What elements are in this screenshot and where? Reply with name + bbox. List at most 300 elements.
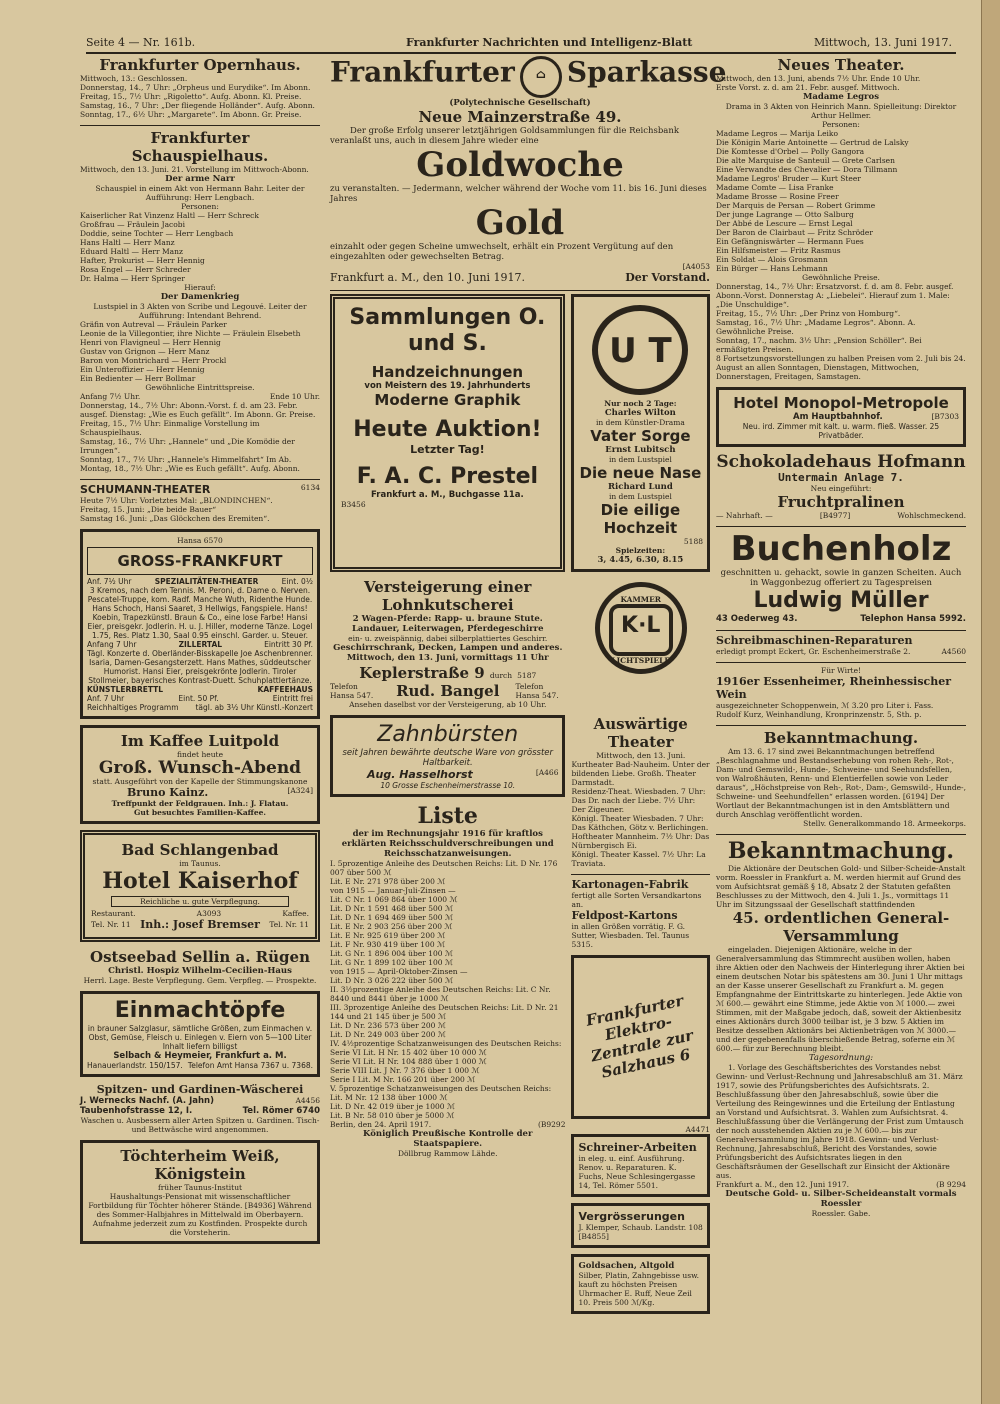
luitpold-footer2: Gut besuchtes Familien-Kaffee. [134, 808, 266, 817]
side-code: A3093 [196, 909, 222, 918]
buchen-address: 43 Oederweg 43. [716, 614, 798, 624]
zahnbuersten-ad [330, 715, 565, 797]
wein-ad [716, 666, 966, 719]
liste-signature: Döllbrug Rammow Lähde. [398, 1149, 498, 1158]
gross-spezialitaeten: SPEZIALITÄTEN-THEATER [154, 577, 259, 586]
bek1-signature: Stellv. Generalkommando 18. Armeekorps. [803, 819, 966, 828]
neues-sub: Erste Vorst. z. d. am 21. Febr. ausgef. Mittwoch. [716, 83, 900, 92]
schreiner-ad [571, 1134, 710, 1197]
einmach-text: in brauner Salzglasur, sämtliche Größen, zum Einmachen v. Obst, Gemüse, Fleisch u. Einlegen v. Eiern von 5—100 Liter Inhalt liefern billigst [87, 1024, 313, 1051]
list-item: Lit. B Nr. 58 010 über je 5000 ℳ [330, 1111, 455, 1120]
spitzen-address: Taubenhofstrasse 12, I. [80, 1106, 193, 1116]
wein-firm: Rudolf Kurz, Weinhandlung, Kronprinzenstr. 5, Sth. p. [716, 710, 922, 719]
liste-title: Liste [417, 803, 478, 829]
toechter-subtitle: früher Taunus-Institut [157, 1183, 243, 1192]
list-item: Ein Gefängniswärter — Hermann Fues [716, 237, 864, 246]
end-time: Ende 10 Uhr. [269, 392, 320, 401]
list-item: Der Marquis de Persan — Robert Grimme [716, 201, 876, 210]
opera-title: Frankfurter Opernhaus. [99, 56, 301, 74]
meister-line: von Meistern des 19. Jahrhunderts [364, 381, 531, 391]
bek2-signature: Roessler. Gabe. [811, 1209, 871, 1218]
schauspiel-title: Frankfurter Schauspielhaus. [131, 129, 269, 165]
spitzen-text: Waschen u. Ausbessern aller Arten Spitzen u. Gardinen. Tisch- und Bettwäsche wird angenommen. [80, 1116, 320, 1134]
einmach-title: Einmachtöpfe [114, 998, 286, 1023]
sellin-text: Herrl. Lage. Beste Verpflegung. Gem. Verpfleg. — Prospekte. [83, 976, 317, 985]
bek1-text: Am 13. 6. 17 sind zwei Bekanntmachungen betreffend „Beschlagnahme und Bestandserhebung von rohen Reh-, Rot-, Dam- und Gemswild-, Hunde-, Schweine- und Seehundsfellen, von Walroßhäuten, Renn- und Elentierfellen sowie von Leder daraus“, „Höchstpreise von Reh-, Rot-, Dam-, Gemswild-, Hunde-, Schweine- und Seehundfellen“ erlassen worden. [6194] Der Wortlaut der Bekanntmachungen ist in den Amtsblättern und durch Anschlag veröffentlicht worden. [716, 747, 966, 819]
schumann-line: Samstag 16. Juni: „Das Glöckchen des Eremiten“. [80, 514, 270, 523]
opera-listing [80, 56, 320, 119]
toechter-footer: Aufnahme jederzeit zum zu Kostfinden. Prospekte durch die Vorsteherin. [92, 1219, 308, 1237]
cast-line: Kaiserlicher Rat Vinzenz Haltl — Herr Schreck [80, 211, 259, 220]
sammlungen-title: Sammlungen O. und S. [349, 305, 546, 356]
zahn-address: 10 Grosse Eschenheimerstrasse 10. [380, 781, 516, 790]
verst-title: Versteigerung einer Lohnkutscherei [364, 578, 532, 614]
hierauf-label: Hierauf: [184, 283, 216, 292]
tel-left: Tel. Nr. 11 [91, 920, 131, 929]
schumann-number: 6134 [300, 483, 320, 492]
start-time: Anfang 7½ Uhr. [80, 392, 141, 401]
zillertal-program: Tägl. Konzerte d. Oberländer-Bisskapelle Joe Aschenbrenner. Isaria, Damen-Gesangsterzett. Hans Mathes, süddeutscher Humorist. Hansi Eier, preisgekrönte Jodlerin. Tiroler Stollmeier, bayerisches Kontrast-Duett. Schuhplattlertänze. [87, 649, 313, 685]
list-item: Lit. D Nr. 236 573 über 200 ℳ [330, 1021, 446, 1030]
einmach-phone: Telefon Amt Hansa 7367 u. 7368. [187, 1061, 313, 1070]
gold-title: Gold [475, 203, 565, 243]
zillertal-start: Anfang 7 Uhr [87, 640, 137, 649]
liste-subtitle: der im Rechnungsjahr 1916 für kraftlos erklärten Reichsschuldverschreibungen und Reichsschatzanweisungen. [341, 829, 554, 859]
cast-line: Gustav von Grignon — Herr Manz [80, 347, 210, 356]
neues-play: Madame Legros [803, 92, 879, 102]
ut-lustspiel: in dem Lustspiel [608, 455, 672, 464]
feldpost-title: Feldpost-Kartons [571, 909, 678, 922]
opera-line: Freitag, 15., 7½ Uhr: „Rigoletto“. Aufg. Abonn. Kl. Preise. [80, 92, 302, 101]
zahn-title: Zahnbürsten [377, 722, 519, 747]
schreib-number: A4560 [941, 647, 966, 656]
opera-line: Donnerstag, 14., 7 Uhr: „Orpheus und Eurydike“. Im Abonn. [80, 83, 311, 92]
karton-title: Kartonagen-Fabrik [571, 878, 689, 891]
list-item: von 1915 — April-Oktober-Zinsen — [330, 967, 468, 976]
time-row [80, 392, 320, 401]
center-ad-row3 [330, 715, 710, 1320]
schreiner-text: in eleg. u. einf. Ausführung. Renov. u. Reparaturen. K. Fuchs, Neue Schlesingergasse 14, Tel. Römer 5501. [578, 1154, 696, 1190]
verg-title: Vergrösserungen [578, 1210, 685, 1223]
goldsachen-ad [571, 1254, 710, 1314]
schokoladehaus-ad [716, 453, 966, 520]
toechterheim-ad [80, 1140, 320, 1244]
list-item: Lit. E Nr. 2 903 256 über 200 ℳ [330, 922, 453, 931]
elektro-text: Frankfurter Elektro-Zentrale zur Salzhaus 6 [584, 991, 696, 1082]
bek1-title: Bekanntmachung. [763, 729, 919, 747]
header-page-number: Seite 4 — Nr. 161b. [86, 36, 196, 49]
ut-neue-nase: Die neue Nase [579, 464, 702, 482]
liste-number: (B9292 [537, 1120, 566, 1129]
play2-description: Lustspiel in 3 Akten von Scribe und Legouvé. Leiter der Aufführung: Intendant Behrend. [93, 302, 307, 320]
handzeichnungen: Handzeichnungen [371, 363, 524, 381]
buchen-firm: Ludwig Müller [753, 588, 929, 613]
sellin-ad [80, 948, 320, 985]
gv-title: 45. ordentlichen General-Versammlung [732, 909, 950, 945]
neues-date: Mittwoch, den 13. Juni, abends 7½ Uhr. Ende 10 Uhr. [716, 74, 921, 83]
einmach-address: Hanauerlandstr. 150/157. [87, 1061, 183, 1070]
schumann-line: Freitag, 15. Juni: „Die beide Bauer“ [80, 505, 217, 514]
luitpold-number: [A324] [287, 786, 313, 795]
buchen-text: geschnitten u. gehackt, sowie in ganzen Scheiten. Auch in Waggonbezug offeriert zu Tagespreisen [720, 568, 962, 588]
restaurant-label: Restaurant. [91, 909, 136, 918]
cast-line: Ein Bedienter — Herr Bollmar [80, 374, 196, 383]
luitpold-title: Im Kaffee Luitpold [120, 732, 280, 750]
ausw-line: Kurtheater Bad-Nauheim. Unter der bildenden Liebe. Großh. Theater Darmstadt. [571, 760, 710, 787]
buchenholz-ad [716, 530, 966, 624]
tagesordnung-text: 1. Vorlage des Geschäftsberichtes des Vorstandes nebst Gewinn- und Verlust-Rechnung und Jahresabschluß am 31. März 1917, sowie des Prüfungsberichtes des Aufsichtsrats. 2. Beschlußfassung über den Jahresabschluß, sowie über die Verteilung des Reingewinnes und die Erteilung der Entlastung an Vorstand und Aufsichtsrat. 3. Wahlen zum Aufsichtsrat. 4. Beschlußfassung über die Verlängerung der Frist zum Umtausch der noch ausstehenden Aktien zu je ℳ 600.— bis zur Generalversammlung im Jahre 1918. Gewinn- und Verlust-Rechnung, Jahresabschluß, Bericht des Vorstandes, sowie Prüfungsbericht des Aufsichtsrates liegen in den Geschäftsräumen der Gesellschaft zur Einsicht der Aktionäre aus. [716, 1063, 964, 1180]
neues-personen: Personen: [822, 120, 860, 129]
list-item: Die Königin Marie Antoinette — Gertrud de Lalsky [716, 138, 909, 147]
ausw-line: Königl. Theater Wiesbaden. 7 Uhr: Das Käthchen, Götz v. Berlichingen. [571, 814, 709, 832]
list-item: Der junge Lagrange — Otto Salburg [716, 210, 854, 219]
liste-footer: Königlich Preußische Kontrolle der Staatspapiere. [363, 1129, 533, 1149]
zillertal-entry: Eintritt 30 Pf. [264, 640, 313, 649]
cast-line: Großfrau — Fräulein Jacobi [80, 220, 185, 229]
sparkasse-subtitle: (Polytechnische Gesellschaft) [449, 98, 591, 108]
prestel-address: Frankfurt a. M., Buchgasse 11a. [371, 490, 524, 500]
hotel-monopol-ad [716, 387, 966, 447]
kl-bottom: LICHTSPIELE [611, 656, 671, 665]
wein-text: ausgezeichneter Schoppenwein, ℳ 3.20 pro Liter i. Fass. [716, 701, 934, 710]
schumann-theater-ad [80, 483, 320, 523]
schoko-fruchtpralinen: Fruchtpralinen [777, 493, 905, 511]
center-ad-row2 [330, 578, 710, 715]
schoko-title: Schokoladehaus Hofmann [716, 452, 966, 472]
schumann-title: SCHUMANN-THEATER [80, 483, 211, 496]
ut-times: 3, 4.45, 6.30, 8.15 [597, 555, 684, 565]
list-item: Lit. G Nr. 1 896 004 über 100 ℳ [330, 949, 453, 958]
verst-tel-left: Telefon Hansa 547. [330, 682, 374, 700]
list-item: Serie VIII Lit. J Nr. 7 376 über 1 000 ℳ [330, 1066, 480, 1075]
schauspiel-listing [80, 129, 320, 473]
kaiserhof-owner: Inh.: Josef Bremser [140, 918, 260, 931]
list-item: I. 5prozentige Anleihe des Deutschen Reichs: Lit. D Nr. 176 007 über 500 ℳ [330, 859, 558, 877]
einmachtoepfe-ad [80, 991, 320, 1077]
luitpold-findet: findet heute [176, 750, 224, 759]
list-item: Der Abbé de Lescure — Ernst Legal [716, 219, 853, 228]
sellin-subtitle: Christl. Hospiz Wilhelm-Cecilien-Haus [108, 966, 292, 976]
vergroesserungen-ad [571, 1203, 710, 1248]
bek2-firm: Deutsche Gold- u. Silber-Scheideanstalt vormals Roessler [725, 1189, 957, 1209]
kl-top: KAMMER [620, 595, 662, 604]
cast-line: Ein Unteroffizier — Herr Hennig [80, 365, 205, 374]
verst-line: Mittwoch, den 13. Juni, vormittags 11 Uhr [346, 653, 549, 663]
ut-hochzeit: Die eilige Hochzeit [600, 501, 681, 537]
zahn-firm: Aug. Hasselhorst [367, 768, 473, 781]
list-item: Lit. C Nr. 1 069 864 über 1000 ℳ [330, 895, 458, 904]
toechter-text: Haushaltungs-Pensionat mit wissenschaftlicher Fortbildung für Töchter höherer Stände. [B4936] Während des Sommer-Halbjahres in Mittelwald im Oberbayern. [88, 1192, 312, 1219]
neues-note: 8 Fortsetzungsvorstellungen zu halben Preisen vom 2. Juli bis 24. August an allen Sonntagen, Dienstagen, Mittwochen, Donnerstagen, Freitagen, Samstagen. [716, 354, 966, 381]
schauspiel-line: Donnerstag, 14., 7½ Uhr: Abonn.-Vorst. f. d. am 23. Febr. ausgef. Dienstag: „Wie es Euch gefällt“. Im Abonn. Gr. Preise. [80, 401, 316, 419]
price-note: Gewöhnliche Eintrittspreise. [145, 383, 255, 392]
opera-line: Samstag, 16., 7 Uhr: „Der fliegende Holländer“. Aufg. Abonn. [80, 101, 315, 110]
list-item: von 1915 — Januar-Juli-Zinsen — [330, 886, 456, 895]
kuenstlerbrettl-title: KÜNSTLERBRETTL [87, 685, 164, 694]
verst-line: 2 Wagen-Pferde: Rapp- u. braune Stute. [352, 614, 543, 624]
ut-noch: Nur noch 2 Tage: [604, 399, 677, 408]
list-item: Madame Legros' Bruder — Kurt Steer [716, 174, 861, 183]
ausw-date: Mittwoch, den 13. Juni. [596, 751, 686, 760]
header-masthead: Frankfurter Nachrichten und Intelligenz-Blatt [406, 36, 693, 49]
gross-start: Anf. 7½ Uhr [87, 577, 132, 586]
hotel-kaiserhof-ad [80, 830, 320, 942]
kaffeehaus-title: KAFFEEHAUS [257, 685, 313, 694]
heute-auktion: Heute Auktion! [353, 417, 542, 442]
play-title: Der arme Narr [165, 174, 235, 184]
schauspiel-line: Samstag, 16., 7½ Uhr: „Hannele“ und „Die Komödie der Irrungen“. [80, 437, 295, 455]
list-item: Lit. G Nr. 1 899 102 über 100 ℳ [330, 958, 453, 967]
opera-line: Mittwoch, 13.: Geschlossen. [80, 74, 188, 83]
schoko-neu: Neu eingeführt: [810, 484, 872, 493]
list-item: Lit. F Nr. 930 419 über 100 ℳ [330, 940, 445, 949]
cast-line: Hafter, Prokurist — Herr Hennig [80, 256, 205, 265]
neues-line: Sonntag, 17., nachm. 3½ Uhr: „Pension Schöller“. Bei ermäßigten Preisen. [716, 336, 922, 354]
luitpold-headline: Groß. Wunsch-Abend [98, 758, 302, 778]
liste-date: Berlin, den 24. April 1917. [330, 1120, 432, 1129]
list-item: Lit. D Nr. 3 026 222 über 500 ℳ [330, 976, 453, 985]
play2-title: Der Damenkrieg [160, 292, 240, 302]
verst-footer: Ansehen daselbst vor der Versteigerung, ab 10 Uhr. [349, 700, 547, 709]
ut-lustspiel2: in dem Lustspiel [608, 492, 672, 501]
schreibmaschinen-ad [716, 634, 966, 656]
verg-text: J. Klemper, Schaub. Landstr. 108 [B4855] [578, 1223, 703, 1241]
kl-logo-icon [595, 582, 687, 674]
kaiserhof-box: Reichliche u. gute Verpflegung. [111, 896, 289, 907]
prestel-firm: F. A. C. Prestel [356, 464, 539, 489]
prestel-number: B3456 [341, 500, 366, 509]
schoko-nahrhaft: — Nahrhaft. — [716, 511, 773, 520]
bek2-date: Frankfurt a. M., den 12. Juni 1917. [716, 1180, 849, 1189]
list-item: Ein Hilfsmeister — Fritz Rasmus [716, 246, 841, 255]
schreiner-title: Schreiner-Arbeiten [578, 1141, 697, 1154]
cast-line: Dr. Halma — Herr Springer [80, 274, 185, 283]
sparkasse-emblem-icon: ⌂ [520, 56, 562, 98]
cast-line: Rosa Engel — Herr Schreder [80, 265, 191, 274]
monopol-text: Neu. ird. Zimmer mit kalt. u. warm. fließ. Wasser. 25 Privatbäder. [742, 422, 940, 440]
bekanntmachung-2 [716, 838, 966, 1218]
list-item: Lit. D Nr. 42 019 über je 1000 ℳ [330, 1102, 455, 1111]
list-item: IV. 4½prozentige Schatzanweisungen des Deutschen Reichs: Serie VI Lit. H Nr. 15 402 über 10 000 ℳ [330, 1039, 562, 1057]
luitpold-footer: Treffpunkt der Feldgrauen. Inh.: J. Flatau. [111, 799, 289, 808]
neues-desc: Drama in 3 Akten von Heinrich Mann. Spielleitung: Direktor Arthur Hellmer. [725, 102, 957, 120]
verst-durch: durch [489, 671, 513, 680]
schauspiel-line: Freitag, 15., 7½ Uhr: Einmalige Vorstellung im Schauspielhaus. [80, 419, 260, 437]
bekanntmachung-1 [716, 729, 966, 828]
spitzen-phone: Tel. Römer 6740 [242, 1106, 320, 1116]
center-left-stack [330, 715, 565, 1320]
column-center [330, 55, 727, 1398]
schauspiel-subtitle: Mittwoch, den 13. Juni. 21. Vorstellung im Mittwoch-Abonn. [80, 165, 309, 174]
list-item: Madame Legros — Marija Leiko [716, 129, 838, 138]
neues-theater-listing [716, 56, 966, 381]
versteigerung-ad [330, 578, 565, 709]
luitpold-name: Bruno Kainz. [127, 786, 209, 799]
schlangenbad-title: Bad Schlangenbad [121, 841, 279, 859]
schauspiel-line: Sonntag, 17., 7½ Uhr: „Hannele's Himmelfahrt“ Im Ab. [80, 455, 292, 464]
column-left [80, 56, 320, 1398]
ut-lubitsch: Ernst Lubitsch [605, 445, 676, 455]
list-item: Serie VI Lit. H Nr. 104 888 über 1 000 ℳ [330, 1057, 487, 1066]
goldwoche-title: Goldwoche [416, 145, 624, 185]
liste-lines [330, 859, 565, 1120]
neues-line: Donnerstag, 14., 7½ Uhr: Ersatzvorst. f. d. am 8. Febr. ausgef. Abonn.-Vorst. Donnerstag A: „Liebelei“. Hierauf zum 1. Male: „Die Unschuldige“. [716, 282, 954, 309]
header-date: Mittwoch, 13. Juni 1917. [814, 36, 952, 49]
cast-line: Leonie de la Villegontier, ihre Nichte — Fräulein Elsebeth [80, 329, 301, 338]
spitzen-title: Spitzen- und Gardinen-Wäscherei [96, 1083, 304, 1096]
buchen-title: Buchenholz [730, 529, 952, 569]
elektro-number: A4471 [685, 1125, 710, 1134]
kb-start: Anf. 7 Uhr [87, 694, 125, 703]
tel-right: Tel. Nr. 11 [269, 920, 309, 929]
neues-line: Samstag, 16., 7½ Uhr: „Madame Legros“. Abonn. A. Gewöhnliche Preise. [716, 318, 916, 336]
neues-line: Freitag, 15., 7½ Uhr: „Der Prinz von Homburg“. [716, 309, 901, 318]
verst-line: ein- u. zweispännig, dabei silberplattiertes Geschirr. [348, 634, 548, 643]
bek2-title: Bekanntmachung. [727, 838, 955, 864]
auswaertige-theater [571, 715, 710, 868]
ausw-line: Residenz-Theat. Wiesbaden. 7 Uhr: Das Dr. nach der Liebe. 7½ Uhr: Der Zigeuner. [571, 787, 706, 814]
list-item: Lit. E Nr. 271 978 über 200 ℳ [330, 877, 446, 886]
list-item: II. 3½prozentige Anleihe des Deutschen Reichs: Lit. C Nr. 8440 und 8441 über je 1000 ℳ [330, 985, 551, 1003]
kb-concert: tägl. ab 3½ Uhr Künstl.-Konzert [195, 703, 313, 712]
cast-heading: Personen: [181, 202, 219, 211]
list-item: Ein Soldat — Alois Grosmann [716, 255, 828, 264]
ut-spielzeiten: Spielzeiten: [615, 546, 666, 555]
sparkasse-right: Sparkasse [566, 55, 727, 89]
list-item: III. 3prozentige Anleihe des Deutschen Reichs: Lit. D Nr. 21 144 und 21 145 über je 500 ℳ [330, 1003, 559, 1021]
verst-line: Geschirrschrank, Decken, Lampen und anderes. [333, 643, 563, 653]
letzter-tag: Letzter Tag! [410, 443, 485, 456]
bek2-number: (B 9294 [936, 1180, 966, 1189]
list-item: Lit. D Nr. 1 591 468 über 500 ℳ [330, 904, 453, 913]
list-item: Madame Brosse — Rosine Freer [716, 192, 839, 201]
kammer-lichtspiele-ad [571, 578, 710, 709]
ausw-line: Hoftheater Mannheim. 7½ Uhr: Das Nürnbergisch Ei. [571, 832, 710, 850]
neues-title: Neues Theater. [777, 56, 905, 74]
verst-address: Keplerstraße 9 [359, 664, 485, 682]
gross-hansa: Hansa 6570 [177, 536, 223, 545]
gv-text: eingeladen. Diejenigen Aktionäre, welche in der Generalversammlung das Stimmrecht ausüben wollen, haben ihre Aktien oder den Nachweis der Hinterlegung ihrer Aktien bei einem deutschen Notar bis spätestens am 30. Juni 1 Uhr mittags an der Kasse unserer Gesellschaft zu Frankfurt a. M. gegen Empfangnahme der Eintrittskarte zu hinterlegen. Jede Aktie von ℳ 600.— gewährt eine Stimme, jede Aktie von ℳ 1000.— zwei Stimmen, mit der Maßgabe jedoch, daß, soweit der Aktienbesitz eines Aktionärs durch 3000 teilbar ist, je 3 bzw. 5 Aktien im Besitze desselben Aktionärs bei Aktienbeträgen von ℳ 3000.— und der gegebenenfalls überschießende Betrag, soferne ein ℳ 600.— für zur Berechnung bleibt. [716, 945, 965, 1053]
einmach-firm: Selbach & Heymeier, Frankfurt a. M. [113, 1051, 287, 1061]
gross-entry: Eint. 0½ [281, 577, 313, 586]
wirte-label: Für Wirte! [820, 666, 862, 675]
sparkasse-text1: Der große Erfolg unserer letztjährigen Goldsammlungen für die Reichsbank veranlaßt uns, auch in diesem Jahre wieder eine [330, 126, 679, 146]
play-description: Schauspiel in einem Akt von Hermann Bahr. Leiter der Aufführung: Herr Lengbach. [95, 184, 305, 202]
kb-program: Reichhaltiges Programm [87, 703, 179, 712]
moderne-graphik: Moderne Graphik [374, 391, 521, 409]
schreib-text: erledigt prompt Eckert, Gr. Eschenheimerstraße 2. [716, 647, 911, 656]
list-item: Lit. E Nr. 925 619 über 200 ℳ [330, 931, 446, 940]
liste-notice [330, 803, 565, 1158]
neues-cast [716, 129, 966, 273]
sparkasse-number: [A4053 [682, 262, 710, 271]
sparkasse-date: Frankfurt a. M., den 10. Juni 1917. [330, 271, 526, 284]
sparkasse-left: Frankfurter [330, 55, 515, 89]
schoko-wohlschmeckend: Wohlschmeckend. [897, 511, 966, 520]
center-right-stack [571, 715, 710, 1320]
sparkasse-address: Neue Mainzerstraße 49. [418, 108, 622, 126]
list-item: Die alte Marquise de Santeuil — Grete Carlsen [716, 156, 895, 165]
sparkasse-text3: einzahlt oder gegen Scheine umwechselt, erhält ein Prozent Vergütung auf den eingezahlten oder gewechselten Betrag. [330, 242, 674, 262]
prestel-auction-ad [330, 294, 565, 572]
kl-mark: K·L [609, 604, 673, 656]
center-ad-row [330, 294, 710, 578]
karton-text2: in allen Größen vorrätig. F. G. Sutter, Wiesbaden. Tel. Taunus 5315. [571, 922, 690, 949]
list-item: Madame Comte — Lisa Franke [716, 183, 834, 192]
column-right [716, 56, 966, 1398]
monopol-number: [B7303 [931, 412, 959, 421]
monopol-subtitle: Am Hauptbahnhof. [793, 412, 883, 422]
schoko-address: Untermain Anlage 7. [778, 471, 904, 484]
kb-entry: Eint. 50 Pf. [178, 694, 219, 703]
neues-preise: Gewöhnliche Preise. [802, 273, 880, 282]
ausw-line: Königl. Theater Kassel. 7½ Uhr: La Traviata. [571, 850, 706, 868]
spitzen-number: A4456 [295, 1096, 320, 1105]
list-item: Lit. D Nr. 249 003 über 200 ℳ [330, 1030, 446, 1039]
list-item: V. 5prozentige Schatzanweisungen des Deutschen Reichs: Lit. M Nr. 12 138 über 1000 ℳ [330, 1084, 552, 1102]
cast-line: Doddie, seine Tochter — Herr Lengbach [80, 229, 234, 238]
ut-lund: Richard Lund [607, 482, 673, 492]
page-edge [981, 0, 1000, 1404]
list-item: Lit. D Nr. 1 694 469 über 500 ℳ [330, 913, 453, 922]
list-item: Serie I Lit. M Nr. 166 201 über 200 ℳ [330, 1075, 476, 1084]
cast-line: Baron von Montrichard — Herr Prockl [80, 356, 227, 365]
opera-line: Sonntag, 17., 6½ Uhr: „Margarete“. Im Abonn. Gr. Preise. [80, 110, 302, 119]
cast-line: Henri von Flavigneul — Herr Hennig [80, 338, 221, 347]
ut-number: 5188 [683, 537, 703, 546]
cast-line: Eduard Haltl — Herr Manz [80, 247, 183, 256]
cast-line: Hans Haltl — Herr Manz [80, 238, 175, 247]
ut-vater-sorge: Vater Sorge [590, 427, 691, 445]
toechter-title: Töchterheim Weiß, Königstein [120, 1147, 280, 1183]
gross-title: GROSS-FRANKFURT [87, 547, 313, 575]
schumann-line: Heute 7½ Uhr: Vorletztes Mal: „BLONDINCHEN“. [80, 496, 273, 505]
sparkasse-vorstand: Der Vorstand. [625, 271, 710, 284]
luitpold-statt: statt. Ausgeführt von der Kapelle der Stimmungskanone [92, 777, 308, 786]
list-item: Ein Bürger — Hans Lehmann [716, 264, 828, 273]
spitzen-firm: J. Wernecks Nachf. (A. Jahn) [80, 1096, 214, 1106]
buchen-phone: Telephon Hansa 5992. [860, 614, 966, 624]
ut-logo-icon: U T [592, 305, 688, 395]
kaffee-luitpold-ad [80, 725, 320, 824]
monopol-title: Hotel Monopol-Metropole [733, 394, 949, 412]
gross-program: 3 Kremos, nach dem Tennis. M. Peroni, d. Dame o. Nerven. Pescatel-Truppe, kom. Radf. Manche Wuth, Ridenthe Hunde. Hans Schoch, Hansi Saaret, 3 Hellwigs, Fangspiele. Hans! Koebin, Trapezkünstl. Braun & Co., eine lose Farbe! Hansi Eier, preisgekr. Jodlerin. H. u. J. Hiller, moderne Tänze. Logel 1.75, Res. Platz 1.30, Saal 0.95 einschl. Garder. u. Steuer. [87, 586, 313, 640]
ut-drama: in dem Künstler-Drama [595, 418, 685, 427]
taunus-label: im Taunus. [179, 859, 221, 868]
verst-number: 5187 [517, 671, 537, 680]
gross-frankfurt-ad [80, 529, 320, 719]
list-item: Der Baron de Clairbaut — Fritz Schröder [716, 228, 873, 237]
kartonagen-ad [571, 878, 710, 949]
list-item: Eine Verwandte des Chevalier — Dora Tillmann [716, 165, 898, 174]
verst-tel-right: Telefon Hansa 547. [515, 682, 559, 700]
wein-title: 1916er Essenheimer, Rheinhessischer Wein [716, 675, 952, 701]
goldsachen-text: Silber, Platin, Zahngebisse usw. kauft zu höchsten Preisen Uhrmacher E. Ruff, Neue Zeil 10. Preis 500 ℳ/Kg. [578, 1271, 700, 1307]
karton-text: fertigt alle Sorten Versandkartons an. [571, 891, 702, 909]
schreib-title: Schreibmaschinen-Reparaturen [716, 634, 913, 647]
bek2-text: Die Aktionäre der Deutschen Gold- und Silber-Scheide-Anstalt vorm. Roessler in Frankfurt a. M. werden hiermit auf Grund des vom Aufsichtsrat gemäß § 18, Absatz 2 der Statuten gefaßten Beschlusses zu der Mittwoch, den 4. Juli 1. Js., vormittags 11 Uhr im Sitzungssaal der Gesellschaft stattfindenden [716, 864, 966, 909]
ut-lichtspiele-ad [571, 294, 710, 572]
sellin-title: Ostseebad Sellin a. Rügen [90, 948, 310, 966]
kb-free: Eintritt frei [272, 694, 313, 703]
tagesordnung-title: Tagesordnung: [808, 1053, 874, 1063]
zahn-number: [A466 [535, 768, 559, 777]
verst-firm: Rud. Bangel [396, 682, 500, 700]
verst-line: Landauer, Leiterwagen, Pferdegeschirre [351, 624, 544, 634]
schauspiel-line: Montag, 18., 7½ Uhr: „Wie es Euch gefällt“. Aufg. Abonn. [80, 464, 300, 473]
spitzen-ad [80, 1083, 320, 1134]
kaiserhof-title: Hotel Kaiserhof [102, 868, 298, 894]
